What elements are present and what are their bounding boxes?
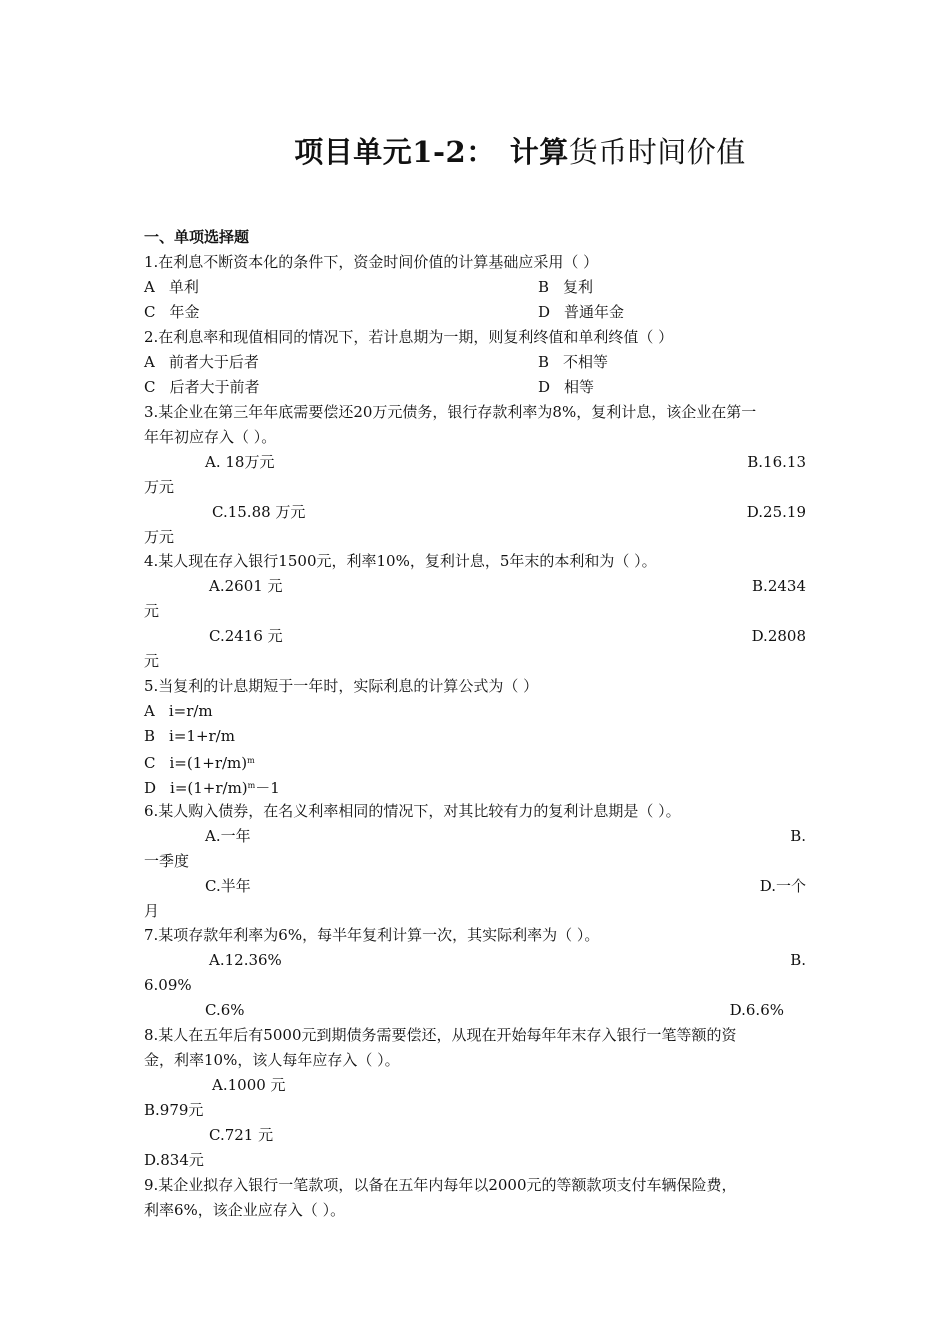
- question-4: 4.某人现在存入银行1500元，利率10%，复利计息，5年末的本利和为（ ）。: [144, 552, 657, 570]
- q7-option-c: C.6%: [205, 1001, 245, 1019]
- question-8-line-1: 8.某人在五年后有5000元到期债务需要偿还，从现在开始每年年末存入银行一笔等额的资: [144, 1026, 737, 1044]
- q6-option-c: C.半年: [205, 877, 251, 895]
- q3-option-d-wrap: 万元: [144, 528, 175, 546]
- q6-option-d: D.一个: [759, 877, 806, 895]
- q3-option-b: B.16.13: [747, 453, 806, 471]
- question-5: 5.当复利的计息期短于一年时，实际利息的计算公式为（ ）: [144, 677, 539, 695]
- title-bold-part-2: 计算: [509, 135, 569, 169]
- q8-option-c: C.721 元: [209, 1126, 274, 1144]
- q6-option-a: A.一年: [205, 827, 251, 845]
- q7-option-d: D.6.6%: [729, 1001, 784, 1019]
- q5-option-c: C $i=(1+r/m)^m$: [144, 754, 255, 772]
- question-7: 7.某项存款年利率为6%，每半年复利计算一次，其实际利率为（ ）。: [144, 926, 600, 944]
- q8-option-a: A.1000 元: [212, 1076, 286, 1094]
- q6-option-d-wrap: 月: [144, 902, 160, 920]
- q8-option-d: D.834元: [144, 1151, 204, 1169]
- q7-option-b: B.: [790, 951, 806, 969]
- question-8-line-2: 金，利率10%，该人每年应存入（ ）。: [144, 1051, 400, 1069]
- q1-option-c: C 年金: [144, 303, 200, 321]
- section-heading: 一、单项选择题: [144, 228, 250, 246]
- q2-option-d: D 相等: [538, 378, 595, 396]
- q4-option-d-wrap: 元: [144, 652, 160, 670]
- q2-option-b: B 不相等: [538, 353, 609, 371]
- q3-option-c: C.15.88 万元: [212, 503, 306, 521]
- q7-option-b-wrap: 6.09%: [144, 976, 192, 994]
- q1-option-a: A 单利: [144, 278, 199, 296]
- q4-option-c: C.2416 元: [209, 627, 283, 645]
- question-2: 2.在利息率和现值相同的情况下，若计息期为一期，则复利终值和单利终值（ ）: [144, 328, 674, 346]
- q5-option-b: B i=1+r/m: [144, 727, 235, 745]
- q5-option-d: D $i=(1+r/m)^m-1$: [144, 779, 280, 797]
- question-9-line-2: 利率6%，该企业应存入（ ）。: [144, 1201, 346, 1219]
- title-bold-part: 项目单元1-2：: [294, 135, 496, 169]
- q4-option-a: A.2601 元: [209, 577, 283, 595]
- q3-option-b-wrap: 万元: [144, 478, 175, 496]
- q7-option-a: A.12.36%: [209, 951, 282, 969]
- q6-option-b-wrap: 一季度: [144, 852, 190, 870]
- q4-option-b-wrap: 元: [144, 602, 160, 620]
- q4-option-d: D.2808: [751, 627, 806, 645]
- q3-option-a: A. 18万元: [205, 453, 275, 471]
- question-3-line-2: 年年初应存入（ ）。: [144, 428, 277, 446]
- question-6: 6.某人购入债券，在名义利率相同的情况下，对其比较有力的复利计息期是（ ）。: [144, 802, 681, 820]
- q1-option-b: B 复利: [538, 278, 594, 296]
- q2-option-c: C 后者大于前者: [144, 378, 260, 396]
- q2-option-a: A 前者大于后者: [144, 353, 259, 371]
- q6-option-b: B.: [790, 827, 806, 845]
- question-3-line-1: 3.某企业在第三年年底需要偿还20万元债务，银行存款利率为8%，复利计息，该企业在第一: [144, 403, 757, 421]
- q3-option-d: D.25.19: [746, 503, 806, 521]
- q4-option-b: B.2434: [752, 577, 806, 595]
- question-9-line-1: 9.某企业拟存入银行一笔款项，以备在五年内每年以2000元的等额款项支付车辆保险费，: [144, 1176, 737, 1194]
- q5-option-a: A i=r/m: [144, 702, 213, 720]
- question-1: 1.在利息不断资本化的条件下，资金时间价值的计算基础应采用（ ）: [144, 253, 599, 271]
- title-rest: 货币时间价值: [568, 135, 746, 169]
- page-title: [0, 130, 950, 171]
- q8-option-b: B.979元: [144, 1101, 204, 1119]
- q1-option-d: D 普通年金: [538, 303, 625, 321]
